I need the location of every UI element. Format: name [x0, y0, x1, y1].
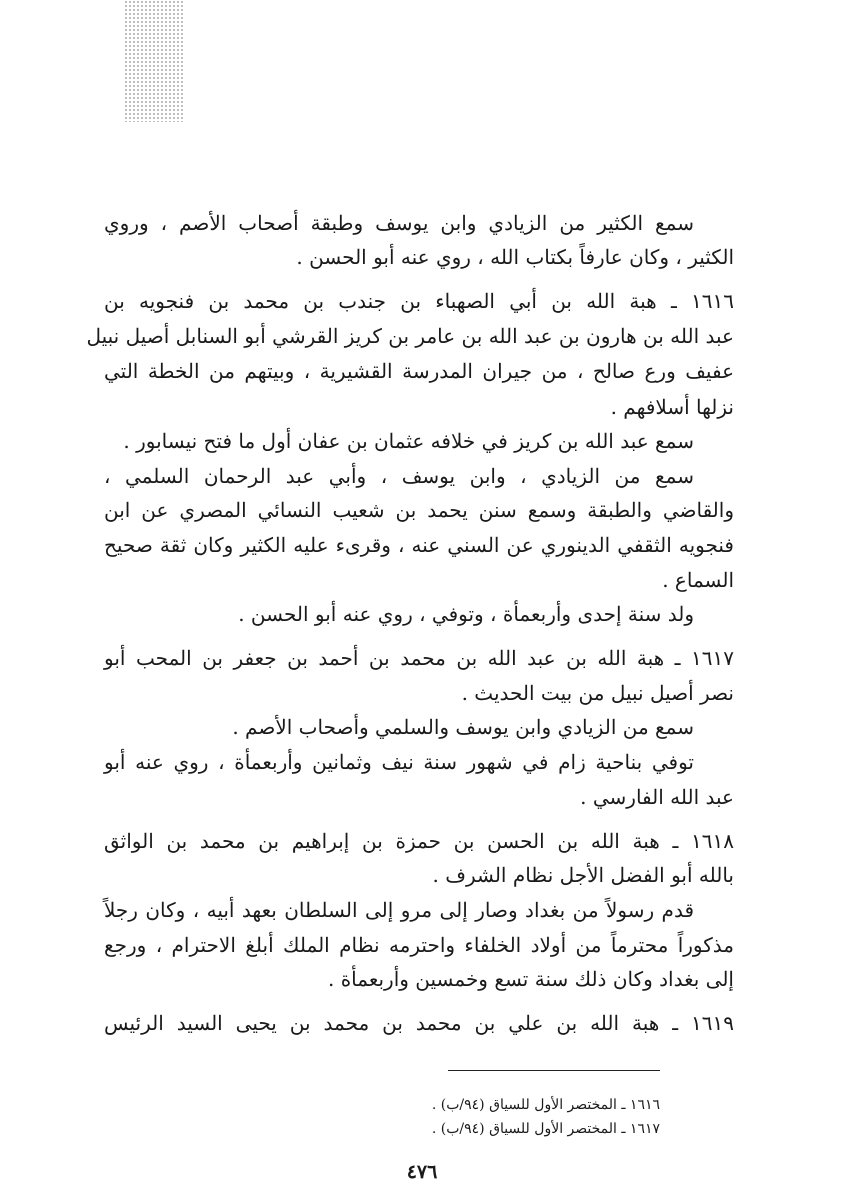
body-line: بالله أبو الفضل الأجل نظام الشرف .: [432, 863, 734, 887]
footnote-1617: ١٦١٧ ـ المختصر الأول للسياق (٩٤/ب) .: [431, 1121, 660, 1137]
body-line: نزلها أسلافهم .: [610, 395, 734, 419]
body-line: إلى بغداد وكان ذلك سنة تسع وخمسين وأربعمأة .: [327, 967, 734, 991]
footnote-divider: [448, 1070, 660, 1071]
page-number: ٤٧٦: [406, 1161, 438, 1183]
entry-heading-1619: ١٦١٩ ـ هبة الله بن علي بن محمد بن محمد بن يحيى السيد الرئيس: [104, 1011, 734, 1035]
body-line: قدم رسولاً من بغداد وصار إلى مرو إلى السلطان بعهد أبيه ، وكان رجلاً: [104, 898, 694, 922]
body-line: الكثير ، وكان عارفاً بكتاب الله ، روي عنه أبو الحسن .: [296, 245, 734, 269]
body-line: سمع من الزيادي ، وابن يوسف ، وأبي عبد الرحمان السلمي ،: [104, 464, 694, 488]
body-line: عفيف ورع صالح ، من جيران المدرسة القشيرية ، وبيتهم من الخطة التي: [104, 359, 734, 383]
body-line: نصر أصيل نبيل من بيت الحديث .: [461, 681, 734, 705]
body-line: والقاضي والطبقة وسمع سنن يحمد بن شعيب النسائي المصري عن ابن: [104, 498, 734, 522]
body-line: سمع من الزيادي وابن يوسف والسلمي وأصحاب الأصم .: [232, 715, 694, 739]
body-line: توفي بناحية زام في شهور سنة نيف وثمانين وأربعمأة ، روي عنه أبو: [104, 750, 694, 774]
body-line: مذكوراً محترماً من أولاد الخلفاء واحترمه نظام الملك أبلغ الاحترام ، ورجع: [104, 933, 734, 957]
body-line: عبد الله الفارسي .: [580, 785, 734, 809]
entry-heading-1616: ١٦١٦ ـ هبة الله بن أبي الصهباء بن جندب بن محمد بن فنجويه بن: [104, 289, 734, 313]
body-line: سمع الكثير من الزيادي وابن يوسف وطبقة أصحاب الأصم ، وروي: [104, 211, 694, 235]
footnote-1616: ١٦١٦ ـ المختصر الأول للسياق (٩٤/ب) .: [431, 1097, 660, 1113]
body-line: السماع .: [662, 568, 734, 592]
body-line: ولد سنة إحدى وأربعمأة ، وتوفي ، روي عنه أبو الحسن .: [238, 602, 694, 626]
body-line: فنجويه الثقفي الدينوري عن السني عنه ، وقرىء عليه الكثير وكان ثقة صحيح: [104, 533, 734, 557]
entry-heading-1617: ١٦١٧ ـ هبة الله بن عبد الله بن محمد بن أحمد بن جعفر بن المحب أبو: [104, 646, 734, 670]
body-line: سمع عبد الله بن كريز في خلافه عثمان بن عفان أول ما فتح نيسابور .: [123, 429, 694, 453]
entry-heading-1618: ١٦١٨ ـ هبة الله بن الحسن بن حمزة بن إبراهيم بن محمد بن الواثق: [104, 829, 734, 853]
body-line: عبد الله بن هارون بن عبد الله بن عامر بن كريز القرشي أبو السنابل أصيل نبيل: [86, 324, 734, 348]
